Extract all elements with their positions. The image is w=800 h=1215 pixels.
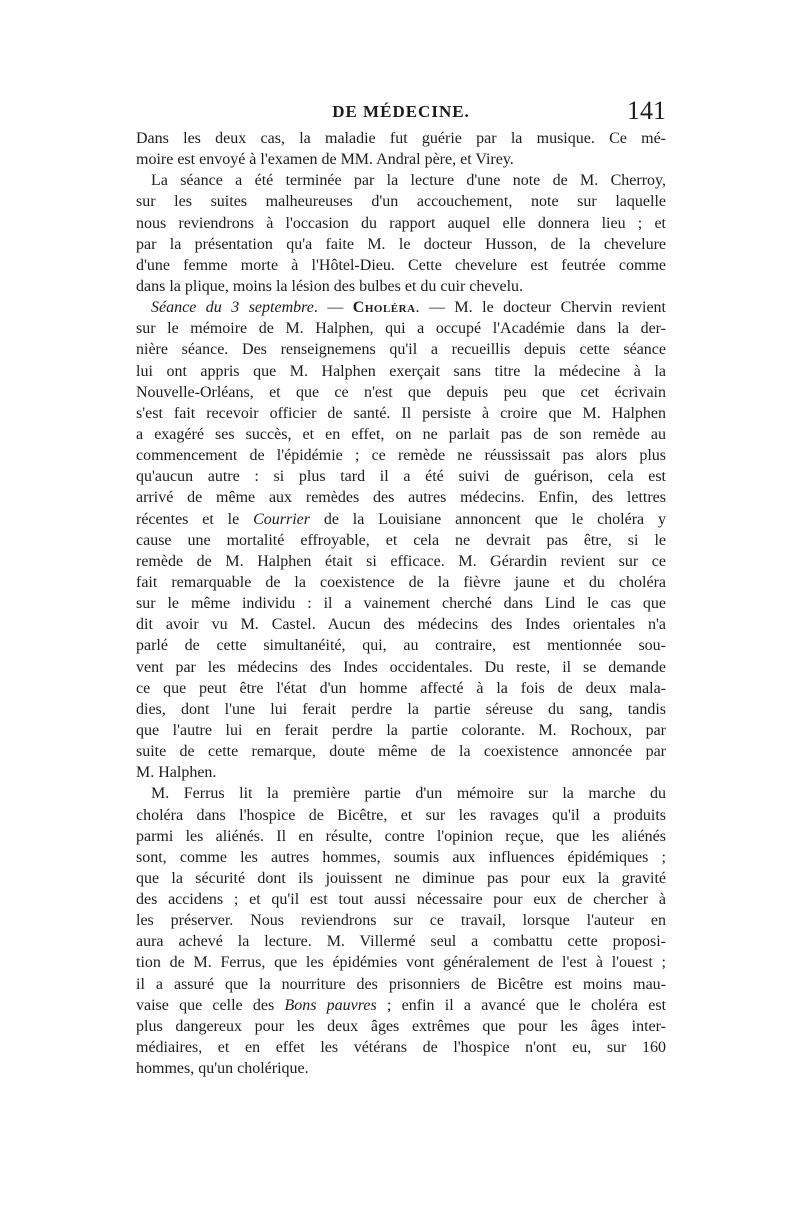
bons-pauvres-line (136, 995, 666, 1016)
text-line: cause une mortalité effroyable, et cela ne devrait pas être, si le (136, 531, 666, 549)
text-line: sur le même individu : il a vainement cherché dans Lind le cas que (136, 595, 666, 613)
text-line: Nouvelle-Orléans, et que ce n'est que depuis peu que cet écrivain (136, 383, 666, 401)
text-line: vent par les médecins des Indes occidentales. Du reste, il se demande (136, 658, 666, 676)
text-line: choléra dans l'hospice de Bicêtre, et sur les ravages qu'il a produits (136, 806, 666, 824)
text-line: nous reviendrons à l'occasion du rapport auquel elle donnera lieu ; et (136, 214, 666, 232)
running-head (136, 96, 666, 126)
text-line: aura achevé la lecture. M. Villermé seul a combattu cette proposi- (136, 933, 666, 951)
session-dash: . — (313, 299, 353, 317)
text-line: moire est envoyé à l'examen de MM. Andral père, et Virey. (136, 151, 514, 169)
text-line: ce que peut être l'état d'un homme affecté à la fois de deux mala- (136, 679, 666, 697)
session-heading-line (136, 297, 666, 318)
text-line: La séance a été terminée par la lecture d'une note de M. Cherroy, (151, 172, 666, 190)
text-line: M. Halphen. (136, 764, 217, 782)
courrier-after: de la Louisiane annoncent que le choléra y (309, 510, 666, 528)
text-line: s'est fait recevoir officier de santé. Il persiste à croire que M. Halphen (136, 404, 666, 422)
text-line: dit avoir vu M. Castel. Aucun des médecins des Indes orientales n'a (136, 616, 666, 634)
courrier-title: Courrier (253, 510, 310, 528)
text-line: sur le mémoire de M. Halphen, qui a occupé l'Académie dans la der- (136, 320, 666, 338)
courrier-line (136, 509, 666, 530)
text-line: il a assuré que la nourriture des prisonniers de Bicêtre est moins mau- (136, 975, 666, 993)
session-after-subject: . — M. le docteur Chervin revient (415, 299, 666, 317)
text-line: fait remarquable de la coexistence de la fièvre jaune et du choléra (136, 573, 666, 591)
text-line: sont, comme les autres hommes, soumis aux influences épidémiques ; (136, 848, 666, 866)
text-line: sur les suites malheureuses d'un accouchement, note sur laquelle (136, 193, 666, 211)
text-line: suite de cette remarque, doute même de la coexistence annoncée par (136, 743, 666, 761)
text-line: Dans les deux cas, la maladie fut guérie par la musique. Ce mé- (136, 130, 666, 147)
bons-pauvres-after: ; enfin il a avancé que le choléra est (376, 996, 666, 1014)
session-date-prefix: Séance du 3 (151, 299, 249, 317)
text-line: commencement de l'épidémie ; ce remède ne réussissait pas alors plus (136, 447, 666, 465)
session-subject: Choléra (352, 299, 416, 317)
text-line: que la sécurité dont ils jouissent ne diminue pas pour eux la gravité (136, 869, 666, 887)
text-line: hommes, qu'un cholérique. (136, 1060, 309, 1078)
text-line: médiaires, et en effet les vétérans de l'hospice n'ont eu, sur 160 (136, 1039, 666, 1057)
text-line: les préserver. Nous reviendrons sur ce travail, lorsque l'auteur en (136, 912, 666, 930)
page-number: 141 (627, 96, 666, 125)
text-line: qu'aucun autre : si plus tard il a été suivi de guérison, cela est (136, 468, 666, 486)
text-line: M. Ferrus lit la première partie d'un mémoire sur la marche du (151, 785, 666, 803)
bons-pauvres-before: vaise que celle des (136, 996, 275, 1014)
text-line: parlé de cette simultanéité, qui, au contraire, est mentionnée sou- (136, 637, 666, 655)
text-line: nière séance. Des renseignemens qu'il a recueillis depuis cette séance (136, 341, 666, 359)
text-line: des accidens ; et qu'il est tout aussi nécessaire pour eux de chercher à (136, 891, 666, 909)
text-line: lui ont appris que M. Halphen exerçait sans titre la médecine à la (136, 362, 666, 380)
text-line: arrivé de même aux remèdes des autres médecins. Enfin, des lettres (136, 489, 666, 507)
text-line: plus dangereux pour les deux âges extrêmes que pour les âges inter- (136, 1017, 666, 1035)
text-line: dies, dont l'une lui ferait perdre la partie séreuse du sang, tandis (136, 700, 666, 718)
text-line: tion de M. Ferrus, que les épidémies vont généralement de l'est à l'ouest ; (136, 954, 666, 972)
text-line: parmi les aliénés. Il en résulte, contre l'opinion reçue, que les aliénés (136, 827, 666, 845)
text-line: a exagéré ses succès, et en effet, on ne parlait pas de son remède au (136, 425, 666, 443)
body-text (136, 128, 666, 1079)
courrier-before: récentes et le (136, 510, 254, 528)
text-line: que l'autre lui en ferait perdre la partie colorante. M. Rochoux, par (136, 721, 666, 739)
running-title: DE MÉDECINE. (332, 102, 470, 121)
text-line: par la présentation qu'a faite M. le docteur Husson, de la chevelure (136, 235, 666, 253)
bons-pauvres-title: Bons pauvres (284, 996, 377, 1014)
text-line: d'une femme morte à l'Hôtel-Dieu. Cette chevelure est feutrée comme (136, 256, 666, 274)
text-line: dans la plique, moins la lésion des bulbes et du cuir chevelu. (136, 277, 524, 295)
text-line: remède de M. Halphen était si efficace. M. Gérardin revient sur ce (136, 552, 666, 570)
session-date-month: septembre (248, 299, 314, 317)
